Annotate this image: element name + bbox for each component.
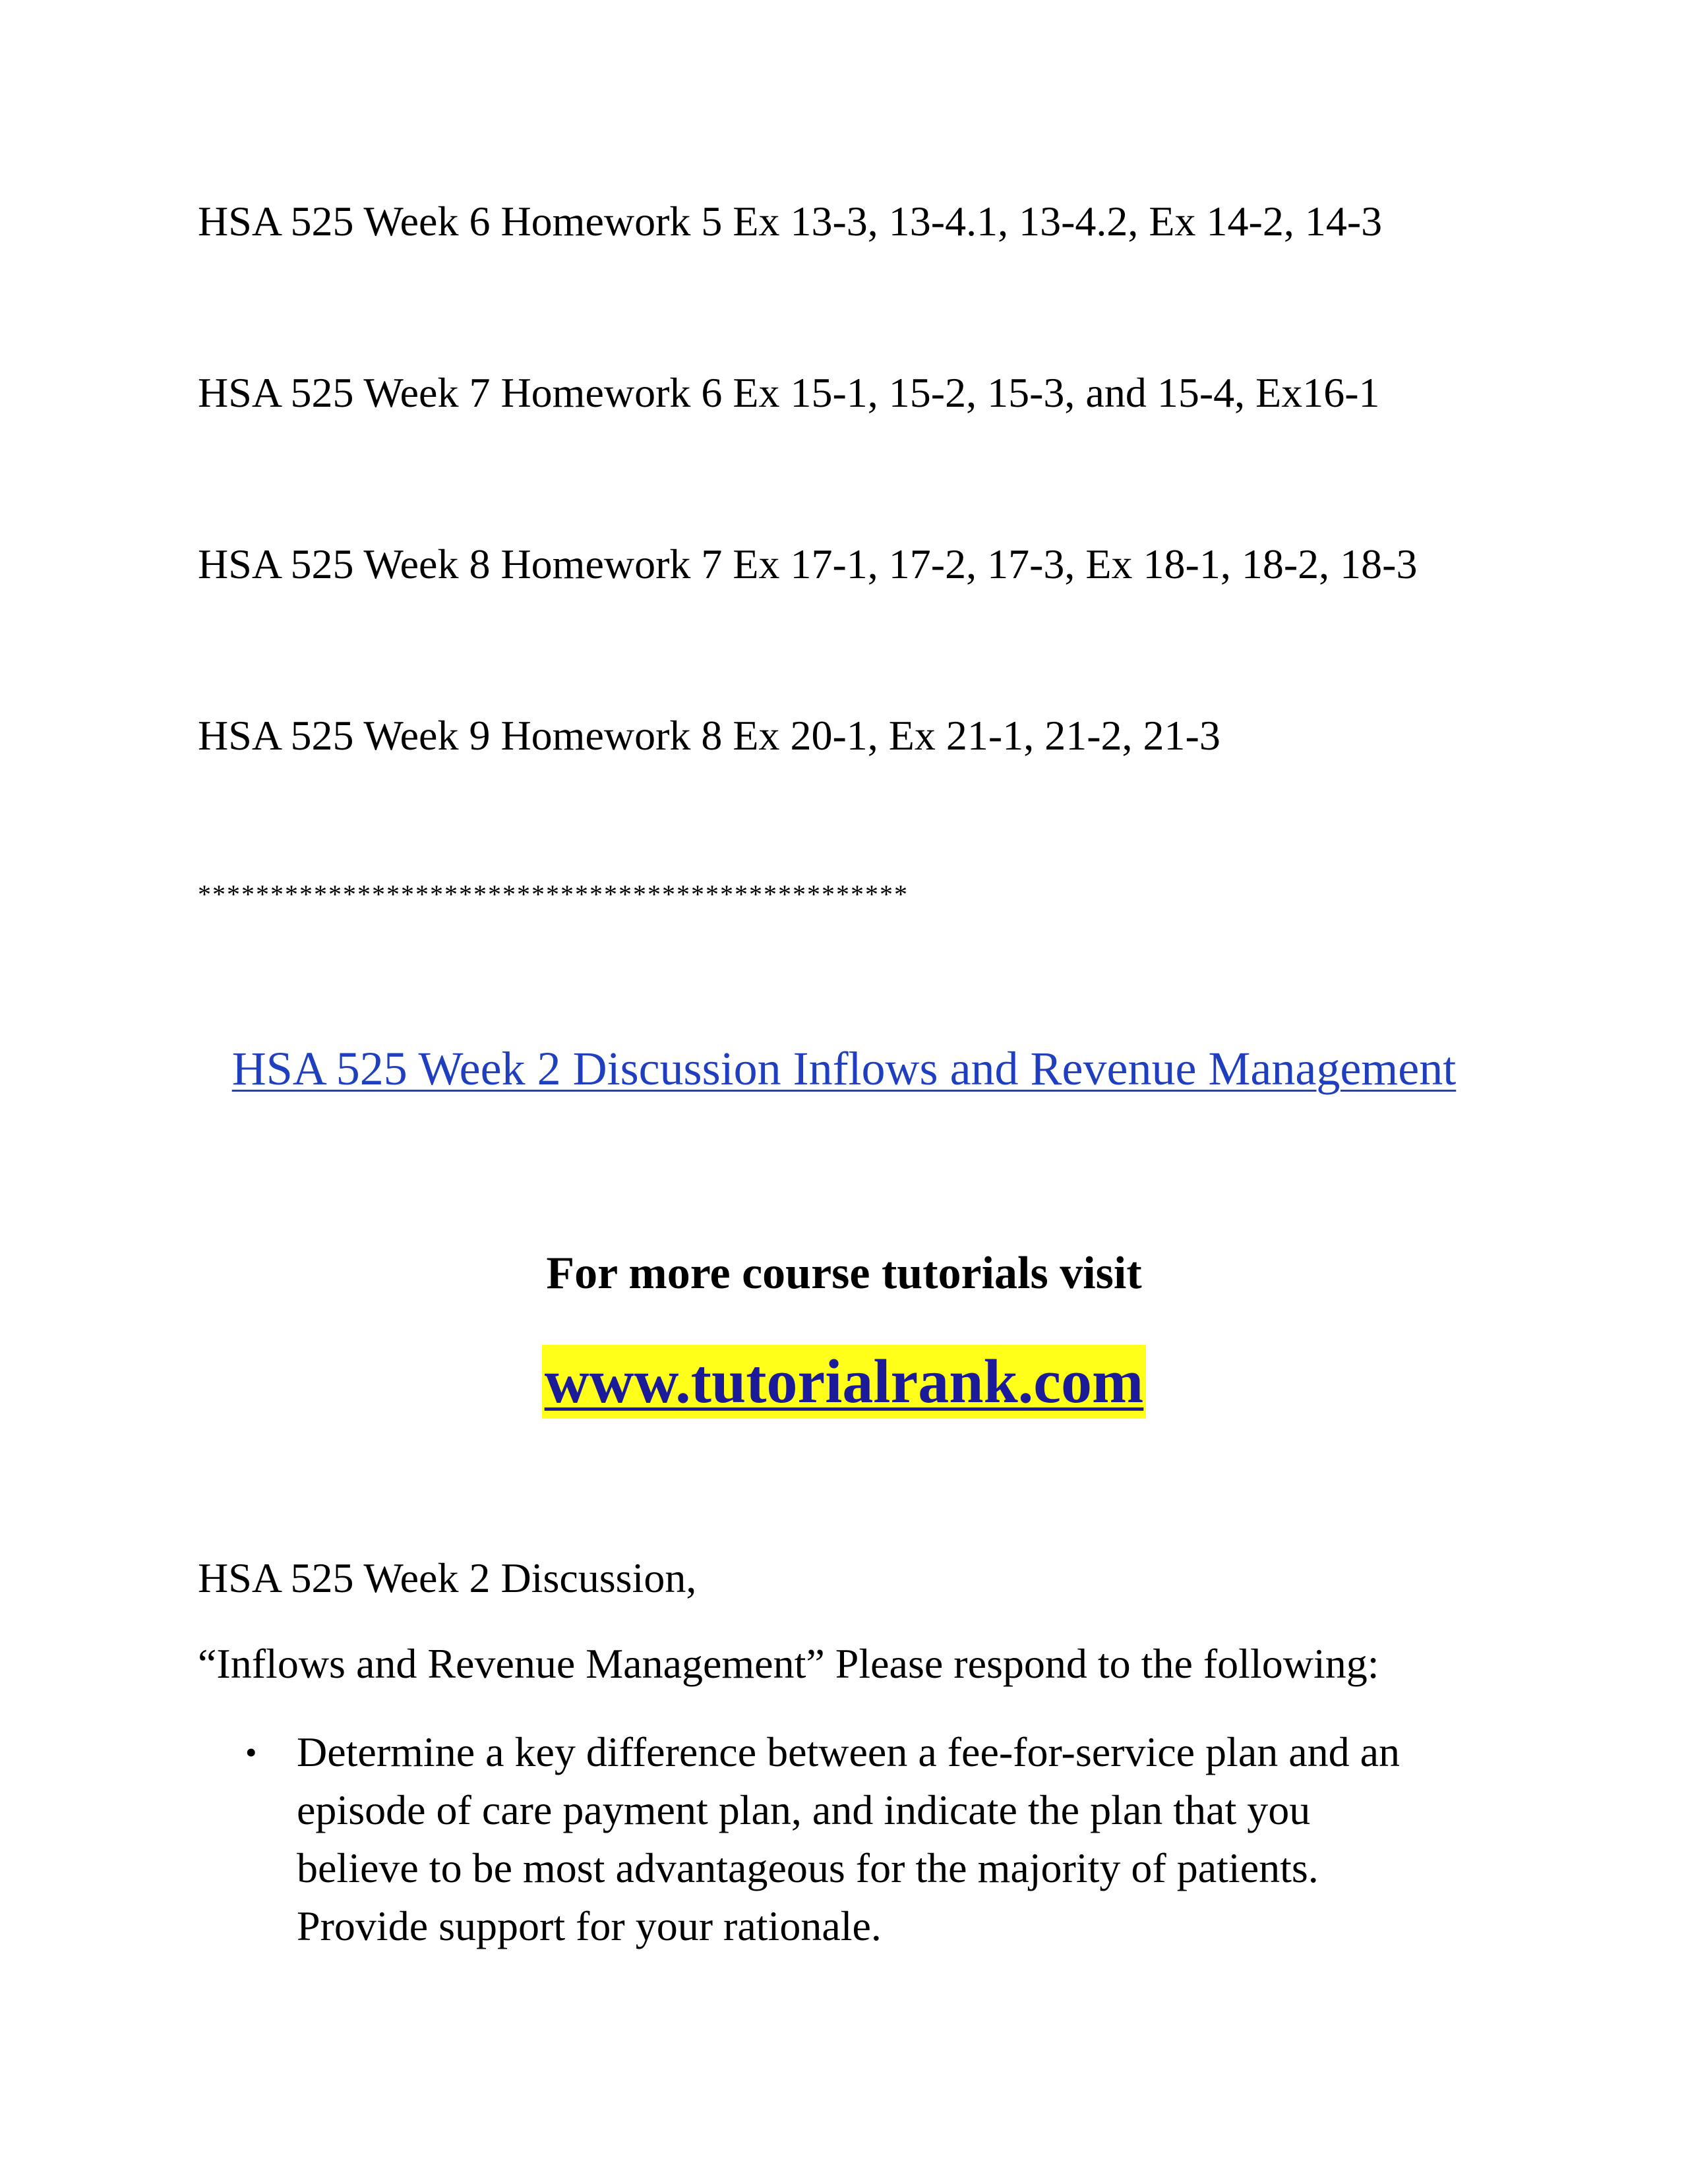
promo-text: For more course tutorials visit: [546, 1248, 1142, 1299]
homework-line-week-9: HSA 525 Week 9 Homework 8 Ex 20-1, Ex 21-1, 21-2, 21-3: [198, 712, 1221, 759]
discussion-link[interactable]: HSA 525 Week 2 Discussion Inflows and Revenue Management: [231, 1042, 1457, 1095]
bullet-text-line: Determine a key difference between a fee-for-service plan and an: [297, 1728, 1401, 1775]
bullet-text-line: Provide support for your rationale.: [297, 1903, 882, 1949]
discussion-prompt: “Inflows and Revenue Management” Please respond to the following:: [198, 1640, 1379, 1687]
homework-line-week-6: HSA 525 Week 6 Homework 5 Ex 13-3, 13-4.1, 13-4.2, Ex 14-2, 14-3: [198, 198, 1383, 245]
bullet-text-line: believe to be most advantageous for the majority of patients.: [297, 1845, 1319, 1891]
promo-url-container: [0, 1345, 1688, 1419]
bullet-text-line: episode of care payment plan, and indicate the plan that you: [297, 1786, 1311, 1833]
discussion-heading: HSA 525 Week 2 Discussion,: [198, 1554, 697, 1601]
promo-url-link[interactable]: www.tutorialrank.com: [542, 1345, 1147, 1419]
homework-line-week-7: HSA 525 Week 7 Homework 6 Ex 15-1, 15-2, 15-3, and 15-4, Ex16-1: [198, 369, 1380, 416]
bullet-icon: •: [245, 1734, 257, 1771]
list-item: [198, 1723, 1400, 1955]
homework-line-week-8: HSA 525 Week 8 Homework 7 Ex 17-1, 17-2, 17-3, Ex 18-1, 18-2, 18-3: [198, 541, 1418, 587]
discussion-bullet-list: [198, 1723, 1400, 1955]
separator-line: *************************************************: [198, 879, 909, 909]
